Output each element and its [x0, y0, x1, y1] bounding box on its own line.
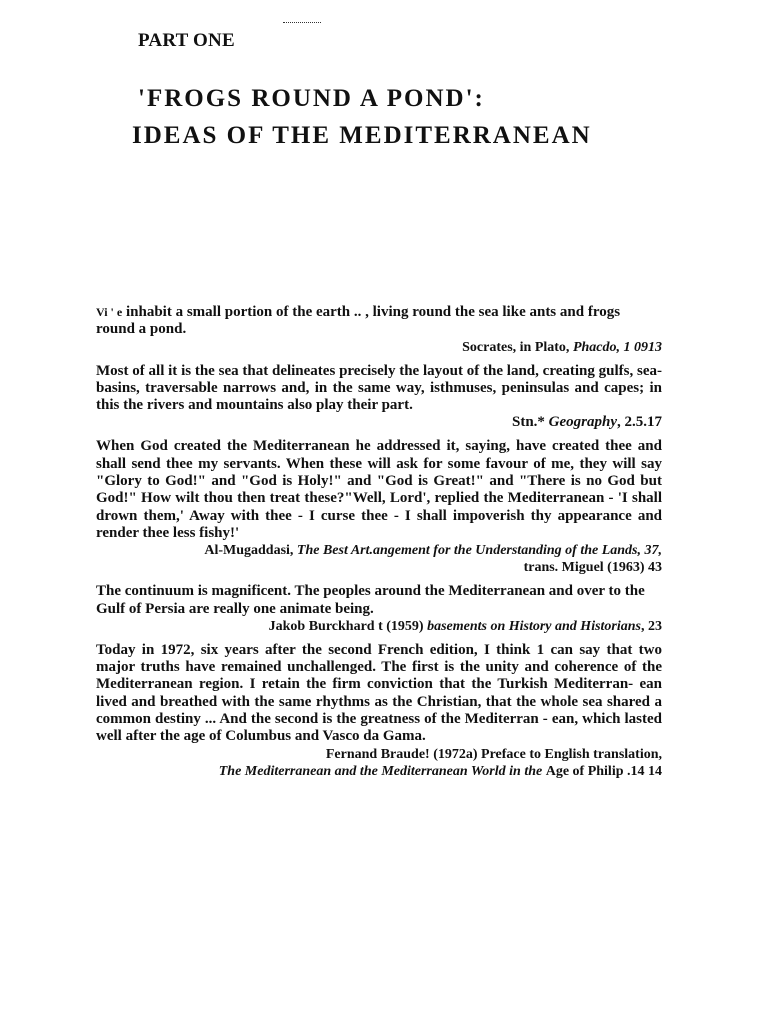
chapter-title	[132, 80, 592, 154]
epigraph-strabo	[96, 363, 662, 432]
attribution-translation: trans. Miguel (1963) 43	[523, 560, 662, 576]
part-label: PART ONE	[138, 30, 235, 51]
attribution-work: Phacdo, 1 0913	[572, 339, 662, 355]
epigraph-list	[96, 304, 662, 787]
epigraph-text: Today in 1972, six years after the second French edition, I think 1 can say that two major truths have remained unchallenged. The first is the unity and coherence of the Mediterranean region. I retain the firm conviction that the Turkish Mediterran- ean lived and breathed with the same rhythms as the Christian, that the whole sea shared a common destiny ... And the second is the greatness of the Mediterran - ean, which lasted well after the age of Columbus and Vasco da Gama.	[96, 641, 662, 745]
attribution	[96, 339, 662, 356]
attribution-ref: Age of Philip .14 14	[545, 763, 662, 779]
epigraph-text: The continuum is magnificent. The peoples around the Mediterranean and over to the Gulf of Persia are really one animate being.	[96, 583, 645, 617]
epigraph-braudel	[96, 642, 662, 780]
epigraph-burckhardt	[96, 583, 662, 635]
attribution-ref: , 23	[641, 618, 662, 634]
attribution	[96, 746, 662, 763]
epigraph-socrates	[96, 304, 662, 356]
attribution-work-line	[96, 763, 662, 780]
attribution	[96, 414, 662, 431]
attribution-work: basements on History and Historians	[427, 618, 641, 634]
header-dots-decoration	[283, 22, 321, 23]
attribution-author: Fernand Braude! (1972a) Preface to English translation,	[325, 746, 662, 762]
epigraph-text: When God created the Mediterranean he addressed it, saying, have created thee and shall send thee my servants. When these will ask for some favour of me, they will say "Glory to God!" and "God is Holy!" and "God is Great!" and "There is no God but God!" How wilt thou then treat these?"Well, Lord', replied the Mediterranean - 'I shall drown them,' Away with thee - I curse thee - I shall impoverish thy appearance and render thee less fishy!'	[96, 438, 662, 541]
attribution-author: Jakob Burckhard t (1959)	[268, 618, 428, 634]
epigraph-al-mugaddasi	[96, 438, 662, 576]
attribution-ref: , 2.5.17	[617, 414, 662, 431]
epigraph-text: Most of all it is the sea that delineates precisely the layout of the land, creating gulfs, sea-basins, traversable narrows and, in the same way, isthmuses, peninsulas and capes; in this the rivers and mountains also play their part.	[96, 362, 662, 414]
attribution-translator	[96, 559, 662, 576]
attribution-work: The Best Art.angement for the Understanding of the Lands, 37,	[296, 543, 662, 559]
attribution-author: Al-Mugaddasi,	[204, 543, 297, 559]
attribution-author: Stn.*	[511, 414, 549, 431]
chapter-title-line-1: 'FROGS ROUND A POND':	[138, 85, 485, 112]
epigraph-body: inhabit a small portion of the earth .. , living round the sea like ants and frogs round a pond.	[96, 304, 621, 338]
epigraph-lead: Vi ' e	[96, 305, 123, 319]
chapter-title-line-2: IDEAS OF THE MEDITERRANEAN	[132, 122, 592, 149]
attribution-author: Socrates, in Plato,	[462, 339, 573, 355]
attribution	[96, 542, 662, 559]
attribution-work: Geography	[548, 414, 617, 431]
attribution-work: The Mediterranean and the Mediterranean World in the	[218, 763, 546, 779]
attribution	[96, 618, 662, 635]
epigraph-text	[96, 304, 662, 339]
